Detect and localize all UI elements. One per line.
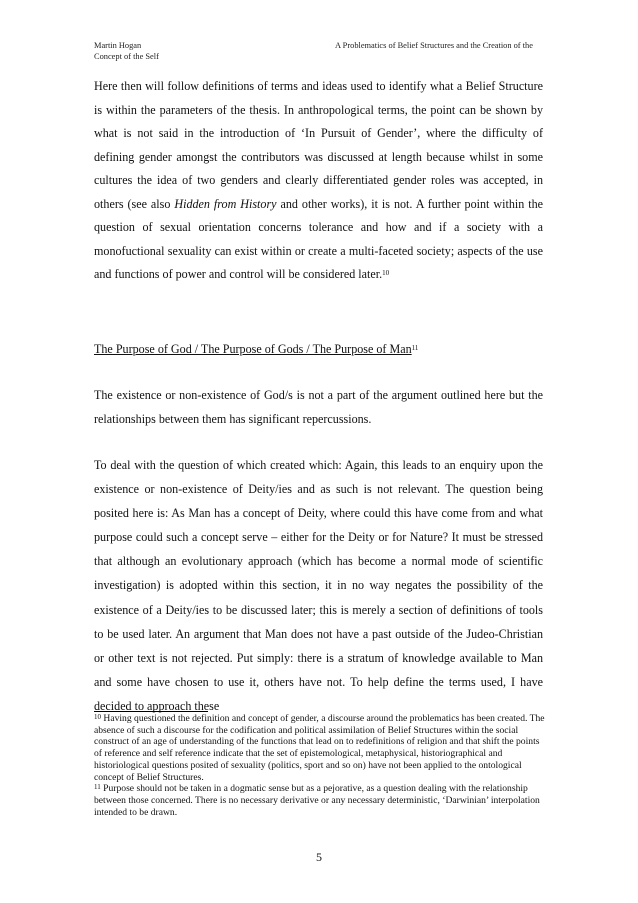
- paragraph-text: and other works), it is not. A further point within the question of sexual orientation concerns tolerance and how and if a society with a monofuctional sexuality can exist within or create a multi-faceted society; aspects of the use and functions of power and control will be considered later.: [94, 196, 543, 281]
- page-number: 5: [316, 850, 322, 864]
- footnote-10: [94, 713, 546, 783]
- section-heading: [94, 338, 543, 362]
- footnote-number: 11: [94, 783, 101, 792]
- footnote-text: Purpose should not be taken in a dogmatic sense but as a pejorative, as a question dealing with the relationship between those concerned. There is no necessary derivative or any necessary deterministic, ‘Darwinian’ interpolation intended to be drawn.: [94, 783, 540, 818]
- paragraph-existence-of-god: The existence or non-existence of God/s is not a part of the argument outlined here but the relationships between them has significant repercussions.: [94, 388, 543, 426]
- running-header-title: A Problematics of Belief Structures and the Creation of the: [335, 41, 533, 50]
- header-title-continuation: Concept of the Self: [94, 52, 159, 61]
- paragraph-text: Here then will follow definitions of terms and ideas used to identify what a Belief Structure is within the parameters of the thesis. In anthropological terms, the point can be shown by what is not said in the introduction of ‘In Pursuit of Gender’, where the difficulty of defining gender amongst the contributors was discussed at length because whilst in some cultures the idea of two genders and clearly differentiated gender roles was accepted, in others (see also: [94, 79, 543, 211]
- paragraph-belief-structure: [94, 75, 543, 287]
- paragraph-which-created-which: To deal with the question of which created which: Again, this leads to an enquiry upon the existence or non-existence of Deity/ies and as such is not relevant. The question being posited here is: As Man has a concept of Deity, where could this have come from and what purpose could such a concept serve – either for the Deity or for Nature? It must be stressed that although an evolutionary approach (which has become a normal mode of scientific investigation) is adopted within this section, it in no way negates the possibility of the existence of a Deity/ies to be discussed later; this is merely a section of definitions of tools to be used later. An argument that Man does not have a past outside of the Judeo-Christian or other text is not rejected. Put simply: there is a stratum of knowledge available to Man and some have chosen to use it, others have not. To help define the terms used, I have decided to approach these: [94, 458, 543, 713]
- footnote-11: [94, 783, 546, 818]
- header-author-name: Martin Hogan: [94, 41, 142, 50]
- footnote-text: Having questioned the definition and concept of gender, a discourse around the problematics has been created. The absence of such a discourse for the codification and political assimilation of Belief Structures within the social construct of an age of understanding of the functions that lead on to redefinitions of religion and that shift the points of reference and self reference indicate that the set of epistemological, metaphysical, historiographical and historiological questions posited of sexuality (politics, sport and so on) have not been applied to the ontological concept of Belief Structures.: [94, 713, 545, 783]
- footnote-ref-10: 10: [382, 269, 390, 277]
- section-heading-text: The Purpose of God / The Purpose of Gods / The Purpose of Man: [94, 342, 412, 356]
- running-header-author: [94, 40, 159, 62]
- footnotes: [94, 713, 546, 818]
- footnote-number: 10: [94, 713, 101, 721]
- footnote-separator: [94, 711, 208, 712]
- footnote-ref-11: 11: [411, 344, 419, 352]
- italic-book-title: Hidden from History: [174, 196, 277, 211]
